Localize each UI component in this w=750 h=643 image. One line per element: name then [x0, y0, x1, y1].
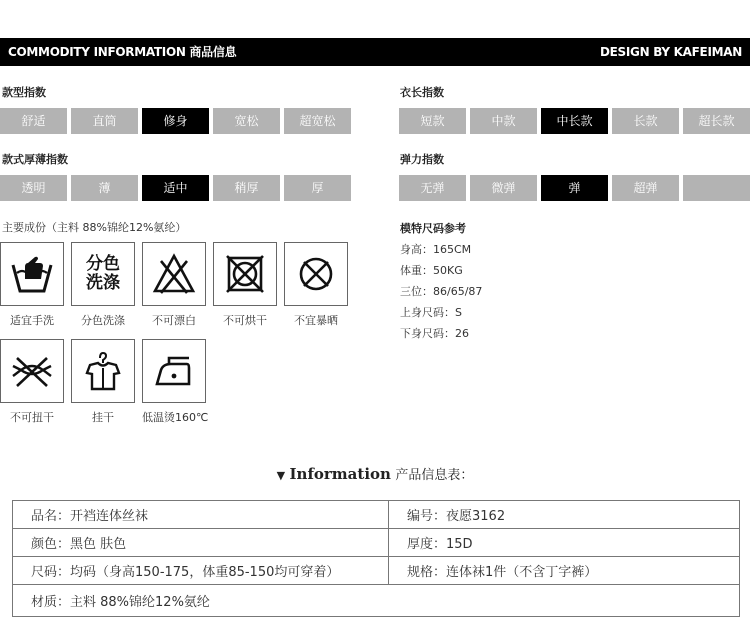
care-item-low-iron	[142, 339, 209, 425]
no-tumble-dry-icon	[220, 249, 270, 299]
care-label: 低温烫160℃	[142, 411, 209, 424]
color-separate-glyph-line: 分色	[86, 254, 120, 274]
thickness-option: 透明	[0, 175, 67, 201]
care-item-no-bleach	[142, 242, 206, 328]
hand-wash-icon	[7, 249, 57, 299]
elasticity-index-title: 弹力指数	[400, 153, 444, 166]
model-size-title: 模特尺码参考	[400, 222, 466, 235]
elasticity-option-empty	[683, 175, 750, 201]
care-icon-box	[142, 339, 206, 403]
table-cell: 厚度：15D	[389, 529, 740, 557]
table-cell: 品名：开裆连体丝袜	[13, 501, 389, 529]
composition-text: 主要成份（主料 88%锦纶12%氨纶）	[2, 221, 187, 234]
model-bottom-size: 下身尺码：26	[400, 327, 469, 340]
care-item-hand-wash	[0, 242, 64, 328]
table-cell: 编号：夜愿3162	[389, 501, 740, 529]
color-separate-wash-icon	[86, 255, 120, 293]
header-right-brand: DESIGN BY KAFEIMAN	[599, 45, 742, 59]
fit-index-title: 款型指数	[2, 86, 46, 99]
header-left-title: COMMODITY INFORMATION 商品信息	[8, 45, 237, 59]
product-info-table	[12, 500, 740, 617]
care-item-hang-dry	[71, 339, 135, 425]
triangle-down-icon: ▼	[276, 469, 286, 482]
length-option-selected: 中长款	[541, 108, 608, 134]
fit-index-scale	[0, 108, 351, 134]
elasticity-option-selected: 弹	[541, 175, 608, 201]
thickness-index-scale	[0, 175, 351, 201]
care-icon-box	[71, 339, 135, 403]
info-title-en: Information	[289, 465, 391, 483]
table-cell: 规格：连体袜1件（不含丁字裤）	[389, 557, 740, 585]
care-label: 不可漂白	[152, 314, 196, 327]
care-item-no-wring	[0, 339, 64, 425]
elasticity-index-scale	[399, 175, 750, 201]
care-label: 挂干	[92, 411, 114, 424]
thickness-option-selected: 适中	[142, 175, 209, 201]
low-iron-icon	[149, 346, 199, 396]
model-weight: 体重：50KG	[400, 264, 463, 277]
thickness-option: 厚	[284, 175, 351, 201]
care-icon-box	[0, 242, 64, 306]
no-sun-dry-icon	[291, 249, 341, 299]
hang-dry-icon	[78, 346, 128, 396]
length-option: 短款	[399, 108, 466, 134]
info-title-cn: 产品信息表：	[395, 468, 474, 483]
care-label: 不宜暴晒	[294, 314, 338, 327]
care-label: 适宜手洗	[10, 314, 54, 327]
model-top-size: 上身尺码：S	[400, 306, 462, 319]
length-option: 长款	[612, 108, 679, 134]
model-height: 身高：165CM	[400, 243, 472, 256]
thickness-index-title: 款式厚薄指数	[2, 153, 68, 166]
header-bar	[0, 38, 750, 66]
no-bleach-icon	[149, 249, 199, 299]
care-icon-box	[0, 339, 64, 403]
table-cell: 颜色：黑色 肤色	[13, 529, 389, 557]
thickness-option: 薄	[71, 175, 138, 201]
elasticity-option: 无弹	[399, 175, 466, 201]
table-row	[13, 501, 740, 529]
fit-option: 宽松	[213, 108, 280, 134]
care-item-no-sun-dry	[284, 242, 348, 328]
fit-option-selected: 修身	[142, 108, 209, 134]
model-measurements: 三位：86/65/87	[400, 285, 483, 298]
care-label: 不可扭干	[10, 411, 54, 424]
fit-option: 直筒	[71, 108, 138, 134]
care-icon-box	[71, 242, 135, 306]
care-icon-box	[142, 242, 206, 306]
table-row	[13, 585, 740, 617]
table-cell: 尺码：均码（身高150-175，体重85-150均可穿着）	[13, 557, 389, 585]
table-row	[13, 529, 740, 557]
fit-option: 舒适	[0, 108, 67, 134]
care-label: 不可烘干	[223, 314, 267, 327]
elasticity-option: 微弹	[470, 175, 537, 201]
table-row	[13, 557, 740, 585]
care-icon-box	[213, 242, 277, 306]
length-index-scale	[399, 108, 750, 134]
elasticity-option: 超弹	[612, 175, 679, 201]
length-index-title: 衣长指数	[400, 86, 444, 99]
length-option: 超长款	[683, 108, 750, 134]
care-label: 分色洗涤	[81, 314, 125, 327]
fit-option: 超宽松	[284, 108, 351, 134]
thickness-option: 稍厚	[213, 175, 280, 201]
color-separate-glyph-line: 洗涤	[86, 273, 120, 293]
care-icon-box	[284, 242, 348, 306]
no-wring-icon	[7, 346, 57, 396]
length-option: 中款	[470, 108, 537, 134]
info-table-title	[0, 464, 750, 483]
table-cell: 材质：主料 88%锦纶12%氨纶	[13, 585, 740, 617]
care-item-color-separate-wash	[71, 242, 135, 328]
care-item-no-tumble-dry	[213, 242, 277, 328]
